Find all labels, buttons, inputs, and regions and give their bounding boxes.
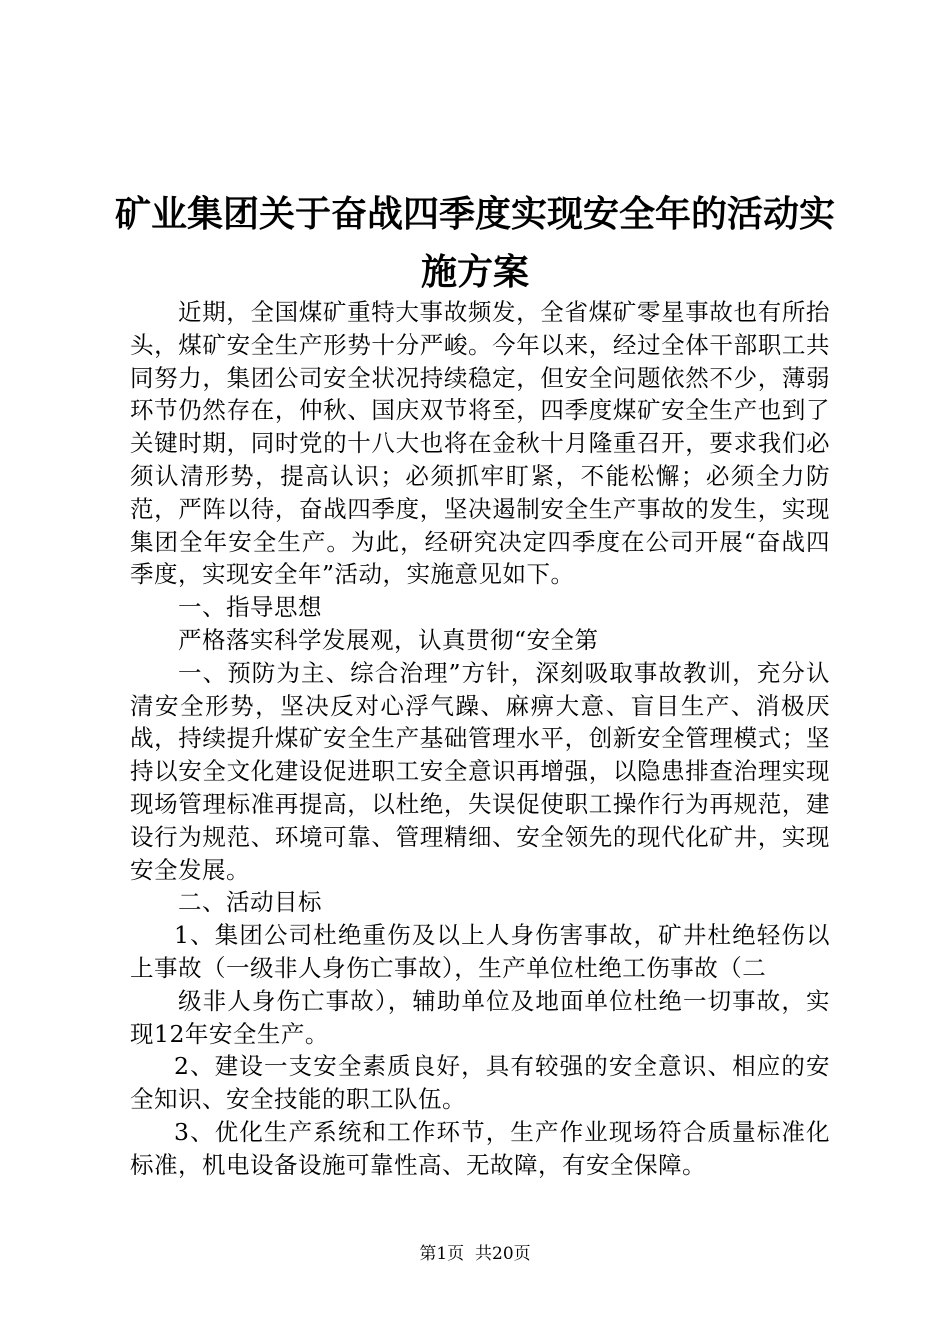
goal-item-1: 1、集团公司杜绝重伤及以上人身伤害事故，矿井杜绝轻伤以上事故（一级非人身伤亡事故），生产单位杜绝工伤事故（二 <box>130 921 830 982</box>
page-total: 共20页 <box>475 1244 531 1264</box>
document-title-line-1: 矿业集团关于奋战四季度实现安全年的活动实 <box>114 193 835 235</box>
section-heading-activity-goals: 二、活动目标 <box>178 888 322 917</box>
section-heading-guiding-thought: 一、指导思想 <box>178 593 322 622</box>
page-number: 第1页 <box>419 1244 465 1264</box>
goal-item-2: 2、建设一支安全素质良好，具有较强的安全意识、相应的安全知识、安全技能的职工队伍。 <box>130 1052 830 1114</box>
intro-paragraph: 近期，全国煤矿重特大事故频发，全省煤矿零星事故也有所抬头，煤矿安全生产形势十分严峻。今年以来，经过全体干部职工共同努力，集团公司安全状况持续稳定，但安全问题依然不少，薄弱环节仍然存在，仲秋、国庆双节将至，四季度煤矿安全生产也到了关键时期，同时党的十八大也将在金秋十月隆重召开，要求我们必须认清形势，提高认识；必须抓牢盯紧，不能松懈；必须全力防范，严阵以待，奋战四季度，坚决遏制安全生产事故的发生，实现集团全年安全生产。为此，经研究决定四季度在公司开展“奋战四季度，实现安全年”活动，实施意见如下。 <box>130 298 830 589</box>
document-body <box>130 296 830 1182</box>
page-footer <box>0 1244 950 1264</box>
goal-item-1-continued: 级非人身伤亡事故），辅助单位及地面单位杜绝一切事故，实现12年安全生产。 <box>130 986 830 1048</box>
document-title-line-2: 施方案 <box>420 251 529 293</box>
goal-item-3: 3、优化生产系统和工作环节，生产作业现场符合质量标准化标准，机电设备设施可靠性高、无故障，有安全保障。 <box>130 1117 830 1179</box>
footer-spacer <box>464 1244 475 1264</box>
guiding-thought-continued: 一、预防为主、综合治理”方针，深刻吸取事故教训，充分认清安全形势，坚决反对心浮气躁、麻痹大意、盲目生产、消极厌战，持续提升煤矿安全生产基础管理水平，创新安全管理模式；坚持以安全文化建设促进职工安全意识再增强，以隐患排查治理实现现场管理标准再提高，以杜绝，失误促使职工操作行为再规范，建设行为规范、环境可靠、管理精细、安全领先的现代化矿井，实现安全发展。 <box>130 658 830 884</box>
guiding-thought-paragraph: 严格落实科学发展观，认真贯彻“安全第 <box>178 625 599 654</box>
